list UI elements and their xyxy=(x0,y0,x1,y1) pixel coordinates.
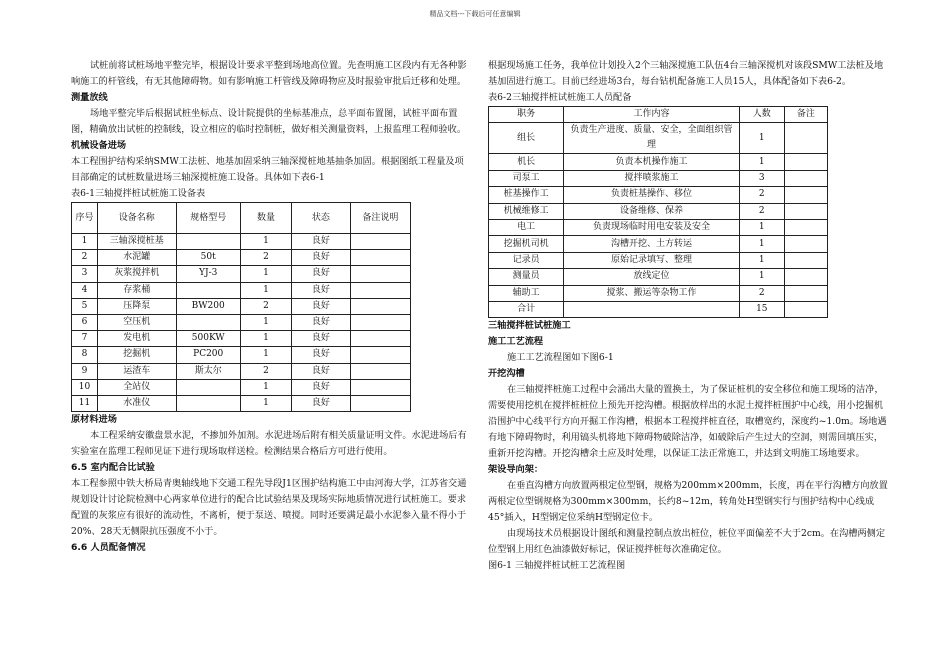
table-cell: 1 xyxy=(240,234,291,250)
table-row xyxy=(72,266,411,282)
table-cell: 3 xyxy=(72,266,98,282)
table-cell xyxy=(176,395,240,411)
table-row xyxy=(489,269,828,285)
table-cell: 1 xyxy=(739,236,784,252)
table-cell: 4 xyxy=(72,282,98,298)
table-cell: 良好 xyxy=(292,298,351,314)
table-cell: 良好 xyxy=(292,395,351,411)
table-cell: 良好 xyxy=(292,331,351,347)
table-row xyxy=(489,236,828,252)
table-cell: 机械维修工 xyxy=(489,203,564,219)
table-cell xyxy=(784,301,827,317)
table-cell xyxy=(350,314,410,330)
table-cell: 良好 xyxy=(292,234,351,250)
table-cell xyxy=(176,282,240,298)
table-cell: 斯太尔 xyxy=(176,363,240,379)
table-cell: 1 xyxy=(739,123,784,154)
table-cell xyxy=(784,252,827,268)
table-cell: 运渣车 xyxy=(98,363,177,379)
table-row xyxy=(72,314,411,330)
table-header-cell: 职务 xyxy=(489,107,564,123)
staffing-table-body xyxy=(489,123,828,318)
table-cell: 记录员 xyxy=(489,252,564,268)
table-cell: 8 xyxy=(72,347,98,363)
table-cell: 搅浆、搬运等杂物工作 xyxy=(564,285,740,301)
table-cell: 1 xyxy=(739,269,784,285)
table-cell: PC200 xyxy=(176,347,240,363)
figure-caption: 图6-1 三轴搅拌桩试桩工艺流程图 xyxy=(488,560,626,572)
table-cell xyxy=(564,301,740,317)
paragraph: 本工程围护结构采纳SMW工法桩、地基加固采纳三轴深搅桩地基抽条加固。根据图纸工程量及项目部确定的试桩数量进场三轴深搅桩施工设备。具体如下表6-1 xyxy=(71,156,464,183)
table-cell: 良好 xyxy=(292,379,351,395)
table-cell: 2 xyxy=(240,250,291,266)
table-cell: 7 xyxy=(72,331,98,347)
table-cell xyxy=(784,170,827,186)
table-cell: 负责桩基操作、移位 xyxy=(564,187,740,203)
table-row xyxy=(489,252,828,268)
table-cell: 压降泵 xyxy=(98,298,177,314)
equipment-table-body xyxy=(72,234,411,412)
paragraph: 试桩前将试桩场地平整完毕，根据设计要求平整到场地高位置。先查明施工区段内有无各种影响施工的杆管线，有无其他障碍物。如有影响施工杆管线及障碍物应及时报验审批后迁移和处理。 xyxy=(71,60,467,87)
table-cell: 良好 xyxy=(292,282,351,298)
table-cell: 1 xyxy=(240,395,291,411)
table-row xyxy=(72,395,411,411)
table-cell: 水准仪 xyxy=(98,395,177,411)
table-cell: 2 xyxy=(739,285,784,301)
table-cell: 负责本机操作施工 xyxy=(564,154,740,170)
left-column xyxy=(71,58,468,556)
table-row xyxy=(489,154,828,170)
table-cell: 搅拌喷浆施工 xyxy=(564,170,740,186)
table-cell: 9 xyxy=(72,363,98,379)
paragraph: 本工程采纳安徽盘景水泥，不掺加外加剂。水泥进场后附有相关质量证明文件。水泥进场后有实验室在监理工程师见证下进行现场取样送检。检测结果合格后方可进行使用。 xyxy=(71,430,467,458)
table-cell xyxy=(784,203,827,219)
staffing-table xyxy=(488,106,828,318)
table-header-cell: 备注说明 xyxy=(350,203,410,234)
table-row xyxy=(72,347,411,363)
table-cell: 组长 xyxy=(489,123,564,154)
table-cell: 50t xyxy=(176,250,240,266)
table-row xyxy=(489,203,828,219)
table-cell: 1 xyxy=(240,314,291,330)
table-cell: 桩基操作工 xyxy=(489,187,564,203)
table-cell: 3 xyxy=(739,170,784,186)
table-cell: 三轴深搅桩基 xyxy=(98,234,177,250)
section-heading: 开挖沟槽 xyxy=(488,368,525,380)
table-cell: 1 xyxy=(739,154,784,170)
table-cell: BW200 xyxy=(176,298,240,314)
table-header-cell: 备注 xyxy=(784,107,827,123)
table-cell xyxy=(784,187,827,203)
table-row xyxy=(72,363,411,379)
table-cell xyxy=(350,234,410,250)
table-header-cell: 工作内容 xyxy=(564,107,740,123)
table-cell xyxy=(350,363,410,379)
table-cell: 全站仪 xyxy=(98,379,177,395)
table-caption: 表6-2三轴搅拌桩试桩施工人员配备 xyxy=(488,92,632,103)
table-cell: 良好 xyxy=(292,266,351,282)
table-cell: 1 xyxy=(739,252,784,268)
table-cell xyxy=(350,347,410,363)
table-cell xyxy=(176,314,240,330)
table-cell xyxy=(350,379,410,395)
table-cell: 放线定位 xyxy=(564,269,740,285)
table-cell xyxy=(350,298,410,314)
table-cell xyxy=(784,219,827,235)
table-cell: 电工 xyxy=(489,219,564,235)
table-cell: 负责生产进度、质量、安全，全面组织管理 xyxy=(564,123,740,154)
table-row xyxy=(72,250,411,266)
table-row xyxy=(489,123,828,154)
table-cell: 良好 xyxy=(292,347,351,363)
paragraph: 场地平整完毕后根据试桩坐标点、设计院提供的坐标基准点，总平面布置图，试桩平面布置图，精确放出试桩的控制线，设立相应的临时控制桩，做好相关测量资料，上报监理工程师验收。 xyxy=(71,108,467,135)
table-row xyxy=(72,331,411,347)
paragraph: 本工程参照中铁大桥局青奥轴线地下交通工程先导段J1区围护结构施工中由河海大学，江苏省交通规划设计讨论院检测中心两家单位进行的配合比试验结果及现场实际地质情况进行试桩施工。要求配置的灰浆应有很好的流动性，不离析，便于泵送、喷搅。同时还要满足最小水泥参入量不得小于20%、28天无侧限抗压强度不小于。 xyxy=(71,478,467,538)
right-column xyxy=(488,58,890,574)
table-cell xyxy=(784,285,827,301)
table-cell: 2 xyxy=(739,203,784,219)
section-heading: 6.6 人员配备情况 xyxy=(71,542,146,554)
table-cell: 2 xyxy=(240,298,291,314)
table-cell: 存浆桶 xyxy=(98,282,177,298)
section-heading: 6.5 室内配合比试验 xyxy=(71,462,155,474)
table-cell: YJ-3 xyxy=(176,266,240,282)
table-cell xyxy=(350,266,410,282)
table-row xyxy=(489,285,828,301)
table-cell: 空压机 xyxy=(98,314,177,330)
table-cell: 2 xyxy=(72,250,98,266)
table-cell xyxy=(350,331,410,347)
table-cell: 辅助工 xyxy=(489,285,564,301)
paragraph: 根据现场施工任务，我单位计划投入2个三轴深搅施工队伍4台三轴深搅机对该段SMW工法桩及地基加固进行施工。目前已经进场3台，每台钻机配备施工人员15人，具体配备如下表6-2。 xyxy=(488,60,884,87)
page-header: 精品文档---下载后可任意编辑 xyxy=(429,10,521,18)
table-cell: 1 xyxy=(240,379,291,395)
table-cell: 2 xyxy=(240,363,291,379)
section-heading: 架设导向架： xyxy=(488,464,544,476)
table-cell: 良好 xyxy=(292,363,351,379)
section-heading: 施工工艺流程 xyxy=(488,336,544,348)
table-cell: 2 xyxy=(739,187,784,203)
equipment-table xyxy=(71,202,411,412)
table-row xyxy=(489,301,828,317)
table-caption: 表6-1三轴搅拌桩试桩施工设备表 xyxy=(71,188,206,199)
table-cell: 灰浆搅拌机 xyxy=(98,266,177,282)
table-cell: 11 xyxy=(72,395,98,411)
table-row xyxy=(489,187,828,203)
table-row xyxy=(489,219,828,235)
section-heading: 三轴搅拌桩试桩施工 xyxy=(488,320,571,332)
table-cell xyxy=(176,234,240,250)
table-cell: 1 xyxy=(240,347,291,363)
table-header-cell: 数量 xyxy=(240,203,291,234)
table-cell: 15 xyxy=(739,301,784,317)
paragraph: 施工工艺流程图如下图6-1 xyxy=(507,352,614,364)
table-row xyxy=(72,298,411,314)
table-cell: 6 xyxy=(72,314,98,330)
table-cell xyxy=(784,154,827,170)
table-cell: 测量员 xyxy=(489,269,564,285)
section-heading: 机械设备进场 xyxy=(71,140,127,151)
table-cell: 1 xyxy=(240,266,291,282)
table-header-cell: 人数 xyxy=(739,107,784,123)
table-header-cell: 设备名称 xyxy=(98,203,177,234)
table-cell: 原始记录填写、整理 xyxy=(564,252,740,268)
table-cell xyxy=(350,395,410,411)
table-row xyxy=(489,170,828,186)
section-heading: 测量放线 xyxy=(71,92,108,103)
table-cell: 500KW xyxy=(176,331,240,347)
table-cell: 1 xyxy=(72,234,98,250)
table-cell: 挖掘机司机 xyxy=(489,236,564,252)
table-cell: 挖掘机 xyxy=(98,347,177,363)
table-cell: 5 xyxy=(72,298,98,314)
table-cell xyxy=(784,123,827,154)
table-cell xyxy=(350,282,410,298)
table-cell: 司泵工 xyxy=(489,170,564,186)
table-cell: 10 xyxy=(72,379,98,395)
table-cell: 1 xyxy=(240,331,291,347)
table-cell: 机长 xyxy=(489,154,564,170)
table-cell: 合计 xyxy=(489,301,564,317)
table-cell: 水泥罐 xyxy=(98,250,177,266)
table-cell: 良好 xyxy=(292,250,351,266)
table-row xyxy=(72,234,411,250)
table-header-cell: 序号 xyxy=(72,203,98,234)
table-cell xyxy=(176,379,240,395)
table-cell: 1 xyxy=(240,282,291,298)
table-cell: 1 xyxy=(739,219,784,235)
table-row xyxy=(72,379,411,395)
paragraph: 在垂直沟槽方向放置两根定位型钢，规格为200mm×200mm，长度，再在平行沟槽方向放置两根定位型钢规格为300mm×300mm，长约8~12m，转角处H型钢实行与围护结构中心线成45°插入，H型钢定位采纳H型钢定位卡。 xyxy=(488,480,888,524)
table-cell: 沟槽开挖、土方转运 xyxy=(564,236,740,252)
table-row xyxy=(72,282,411,298)
table-cell xyxy=(784,236,827,252)
table-header-cell: 状态 xyxy=(292,203,351,234)
paragraph: 由现场技术员根据设计图纸和测量控制点放出桩位，桩位平面偏差不大于2cm。在沟槽两侧定位型钢上用红色油漆做好标记，保证搅拌桩每次准确定位。 xyxy=(488,528,886,556)
table-header-cell: 规格型号 xyxy=(176,203,240,234)
paragraph: 在三轴搅拌桩施工过程中会涌出大量的置换土，为了保证桩机的安全移位和施工现场的洁净，需要使用挖机在搅拌桩桩位上预先开挖沟槽。根据放样出的水泥土搅拌桩围护中心线，用小挖掘机沿围护中心线平行方向开掘工作沟槽，根据本工程搅拌桩直径，取槽宽约，深度约~1.0m。场地遇有地下障碍物时，利用镐头机将地下障碍物破除洁净，如破除后产生过大的空洞，则需回填压实，重新开挖沟槽。开挖沟槽余土应及时处理，以保证工法正常施工，并达到文明施工场地要求。 xyxy=(488,384,887,460)
table-cell: 良好 xyxy=(292,314,351,330)
table-cell: 负责现场临时用电安装及安全 xyxy=(564,219,740,235)
table-cell: 发电机 xyxy=(98,331,177,347)
section-heading: 原材料进场 xyxy=(71,414,117,426)
table-cell: 设备维修、保养 xyxy=(564,203,740,219)
table-cell xyxy=(350,250,410,266)
table-cell xyxy=(784,269,827,285)
